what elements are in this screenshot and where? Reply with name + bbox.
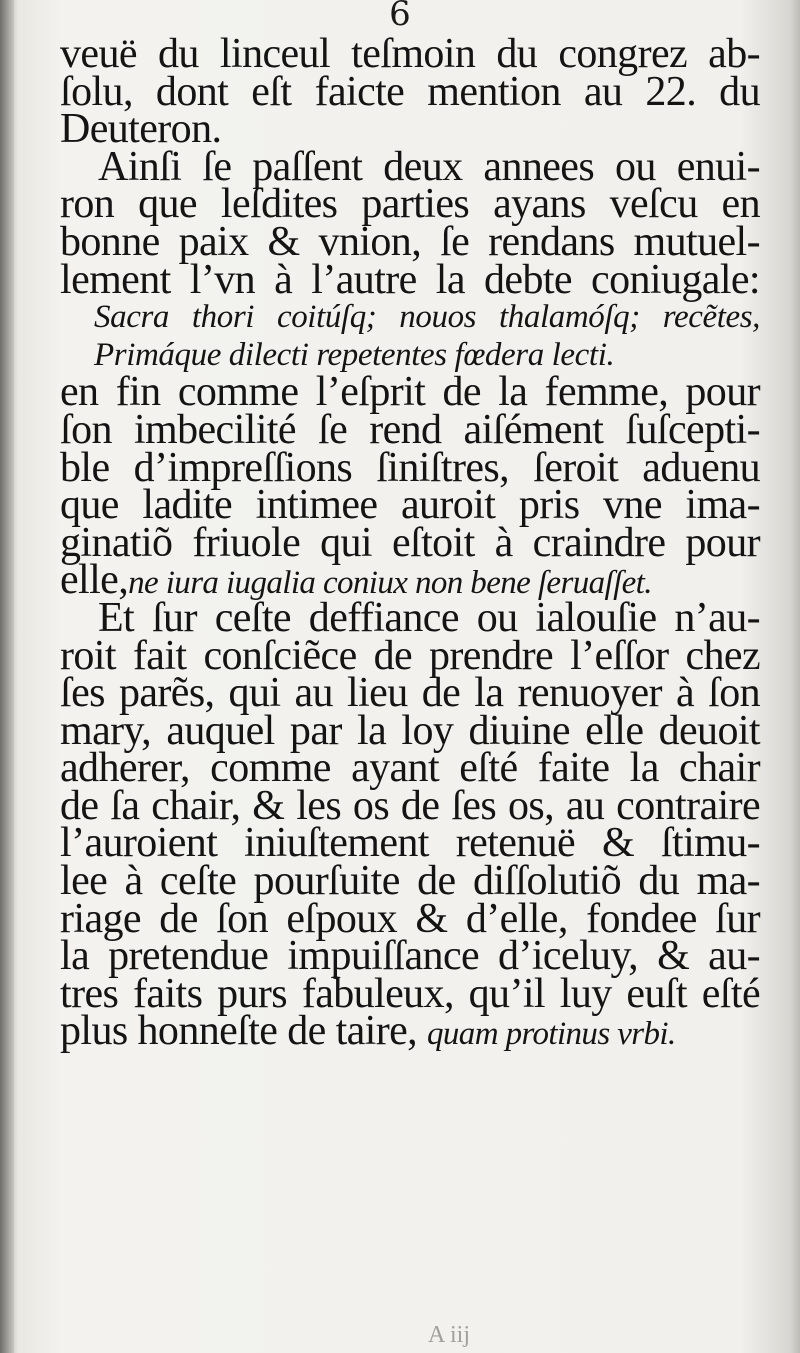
page-gutter-shadow	[0, 0, 14, 1353]
text-line: ſes parẽs, qui au lieu de la renuoyer à ſon	[60, 670, 760, 717]
paragraph-start-line: Ainſi ſe paſſent deux annees ou enui-	[98, 143, 760, 190]
latin-verse-line: Primáque dilecti repetentes fœdera lecti.	[94, 336, 615, 373]
text-line: mary, auquel par la loy diuine elle deuoit	[60, 707, 760, 754]
latin-quote: ne iura iugalia coniux non bene ſeruaſſet.	[128, 565, 652, 602]
text-line: ron que leſdites parties ayans veſcu en	[60, 181, 760, 228]
text-line: ginatiõ friuole qui eſtoit à craindre pour	[60, 519, 760, 566]
text-line: roit fait conſciẽce de prendre l’eſſor chez	[60, 632, 760, 679]
text-span: plus honneſte de taire,	[60, 1008, 418, 1055]
text-span: elle,	[60, 557, 129, 604]
text-line: lement l’vn à l’autre la debte coniugale:	[60, 256, 760, 303]
text-line-with-latin	[60, 1008, 760, 1055]
text-line: riage de ſon eſpoux & d’elle, fondee ſur	[60, 895, 760, 942]
body-text	[60, 31, 760, 1055]
text-line: ſon imbecilité ſe rend aiſément ſuſcepti-	[60, 406, 760, 453]
text-line: bonne paix & vnion, ſe rendans mutuel-	[60, 218, 760, 265]
text-line: veuë du linceul teſmoin du congrez ab-	[60, 31, 760, 77]
latin-quote: quam protinus vrbi.	[427, 1016, 676, 1053]
text-line: lee à ceſte pourſuite de diſſolutiõ du ma-	[60, 858, 760, 905]
text-line: la pretendue impuiſſance d’iceluy, & au-	[60, 933, 760, 980]
page-number: 6	[389, 0, 411, 34]
text-line: l’auroient iniuſtement retenuë & ſtimu-	[60, 820, 760, 867]
text-line: ble d’impreſſions ſiniſtres, ſeroit aduenu	[60, 444, 760, 491]
text-line: ſolu, dont eſt faicte mention au 22. du	[60, 68, 760, 115]
paragraph-start-line: Et ſur ceſte deffiance ou ialouſie n’au-	[98, 594, 760, 641]
text-line: Deuteron.	[60, 106, 222, 153]
text-line: de ſa chair, & les os de ſes os, au contraire	[60, 782, 760, 829]
text-line: adherer, comme ayant eſté faite la chair	[60, 745, 760, 792]
text-line: en fin comme l’eſprit de la femme, pour	[60, 369, 760, 416]
latin-verse-line: Sacra thori coitúſq; nouos thalamóſq; recẽtes,	[94, 299, 760, 336]
text-line: que ladite intimee auroit pris vne ima-	[60, 482, 760, 529]
signature-mark: A iij	[428, 1322, 471, 1348]
text-line: tres faits purs fabuleux, qu’il luy euſt eſté	[60, 970, 760, 1017]
